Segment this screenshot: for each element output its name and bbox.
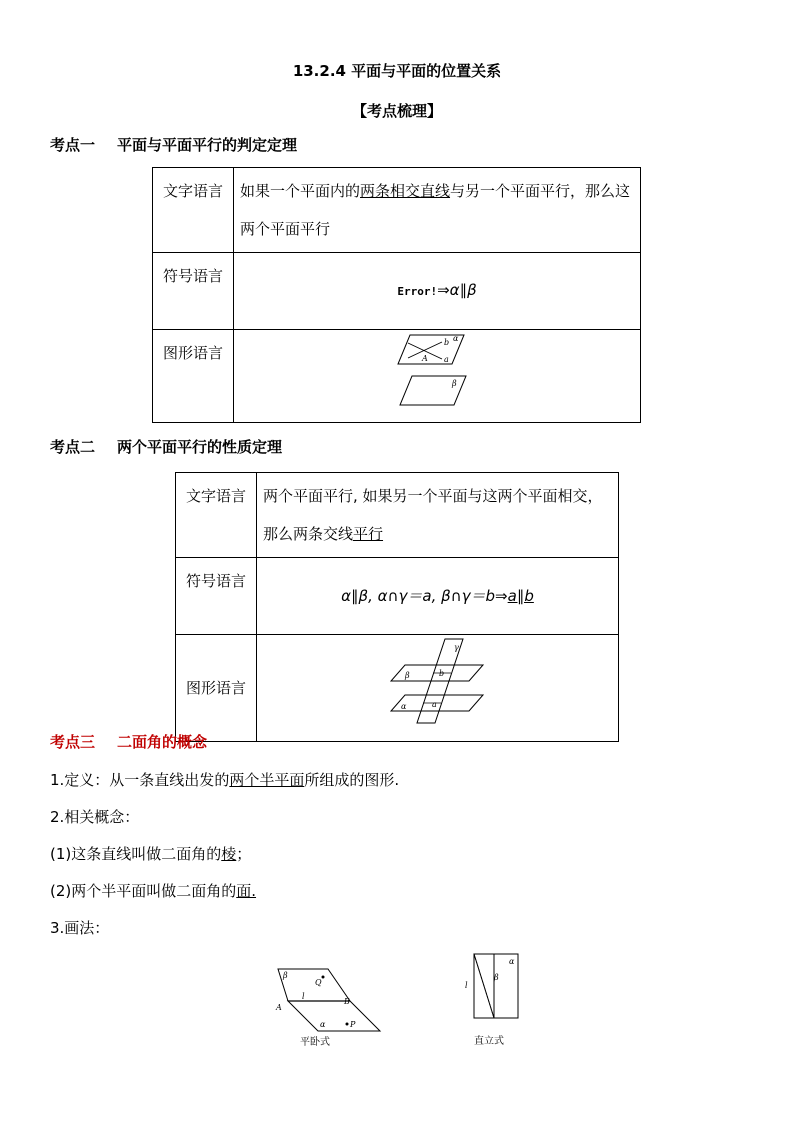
dihedral1-label-A: A [276,1003,282,1012]
point2-row2-pre: α∥β, α∩γ＝a, β∩γ＝b⇒ [341,587,508,605]
face-line [50,880,256,901]
drawing-method-line: 3.画法： [50,919,110,937]
dihedral1-label-Q: Q [315,978,322,987]
point1-row1-label: 文字语言 [153,168,234,253]
point1-heading [50,134,297,155]
point3-heading-num: 考点三 [50,733,96,751]
point2-row2-underlined: a∥b [507,587,534,605]
dihedral1-label-beta: β [283,971,288,980]
point2-heading-text: 两个平面平行的性质定理 [117,438,283,456]
edge-line [50,843,251,864]
definition-line [50,769,399,790]
dihedral1-label-P: P [350,1020,356,1029]
edge-underlined: 棱 [221,845,237,863]
plane-intersection-figure [383,635,493,727]
fig1-label-A: A [422,354,428,363]
fig2-label-a: a [431,700,437,709]
point2-row1-label: 文字语言 [176,473,257,558]
dihedral2-label-l: l [465,981,468,990]
point1-row2-error: Error! [397,285,438,298]
point2-row1-pre: 两个平面平行, 如果另一个平面与这两个平面相交，那么两条交线 [263,487,603,543]
point1-row2-content [234,253,641,330]
fig1-label-a: a [444,355,449,364]
dihedral1-label-B: B [344,997,350,1006]
point1-row1-content [234,168,641,253]
point1-row1-post: 与另一个平面平行，那么这两个平面平行 [240,182,631,238]
fig2-label-b: b [438,669,444,678]
def-pre: 1.定义：从一条直线出发的 [50,771,230,789]
face-underlined: 面. [236,882,257,900]
fig2-label-beta: β [404,671,410,680]
point2-row2-label: 符号语言 [176,558,257,635]
face-pre: (2)两个半平面叫做二面角的 [50,882,237,900]
dihedral-upright-figure [462,950,524,1048]
point1-row2-symbol: ⇒α∥β [437,281,477,299]
fig2-label-alpha: α [400,702,406,711]
point1-heading-num: 考点一 [50,136,96,154]
point3-heading [50,731,207,752]
point2-heading-num: 考点二 [50,438,96,456]
dihedral2-label-beta: β [494,973,499,982]
point2-heading [50,436,282,457]
point2-row1-content [257,473,619,558]
dihedral1-caption: 平卧式 [300,1037,330,1047]
fig1-label-beta: β [452,379,457,388]
point2-row1-underlined: 平行 [353,525,384,543]
dihedral-flat-figure [270,965,382,1047]
edge-post: ； [236,845,252,863]
point1-row1-underlined: 两条相交直线 [360,182,451,200]
fig1-label-alpha: α [453,334,459,343]
point2-row2-content [257,558,619,635]
point2-row3-figure-cell [257,635,619,742]
fig2-label-gamma: γ [453,643,459,652]
point1-row3-figure-cell [234,330,641,423]
point2-row3-label: 图形语言 [176,635,257,742]
page-title: 13.2.4 平面与平面的位置关系 [292,62,502,80]
fig1-label-b: b [444,338,450,347]
point2-table [175,472,619,742]
parallel-planes-figure [392,330,482,408]
point1-row2-label: 符号语言 [153,253,234,330]
point1-row1-pre: 如果一个平面内的 [240,182,361,200]
dihedral2-caption: 直立式 [474,1036,504,1047]
def-post: 所组成的图形. [304,771,400,789]
point1-heading-text: 平面与平面平行的判定定理 [117,136,298,154]
related-concepts-line: 2.相关概念： [50,808,140,826]
dihedral1-label-alpha: α [320,1020,326,1029]
point1-row3-label: 图形语言 [153,330,234,423]
point3-heading-text: 二面角的概念 [117,733,208,751]
edge-pre: (1)这条直线叫做二面角的 [50,845,222,863]
section-subtitle: 【考点梳理】 [351,102,442,120]
point1-table [152,167,641,423]
dihedral1-label-l: l [302,992,305,1001]
def-underlined: 两个半平面 [229,771,305,789]
dihedral2-label-alpha: α [509,957,515,966]
